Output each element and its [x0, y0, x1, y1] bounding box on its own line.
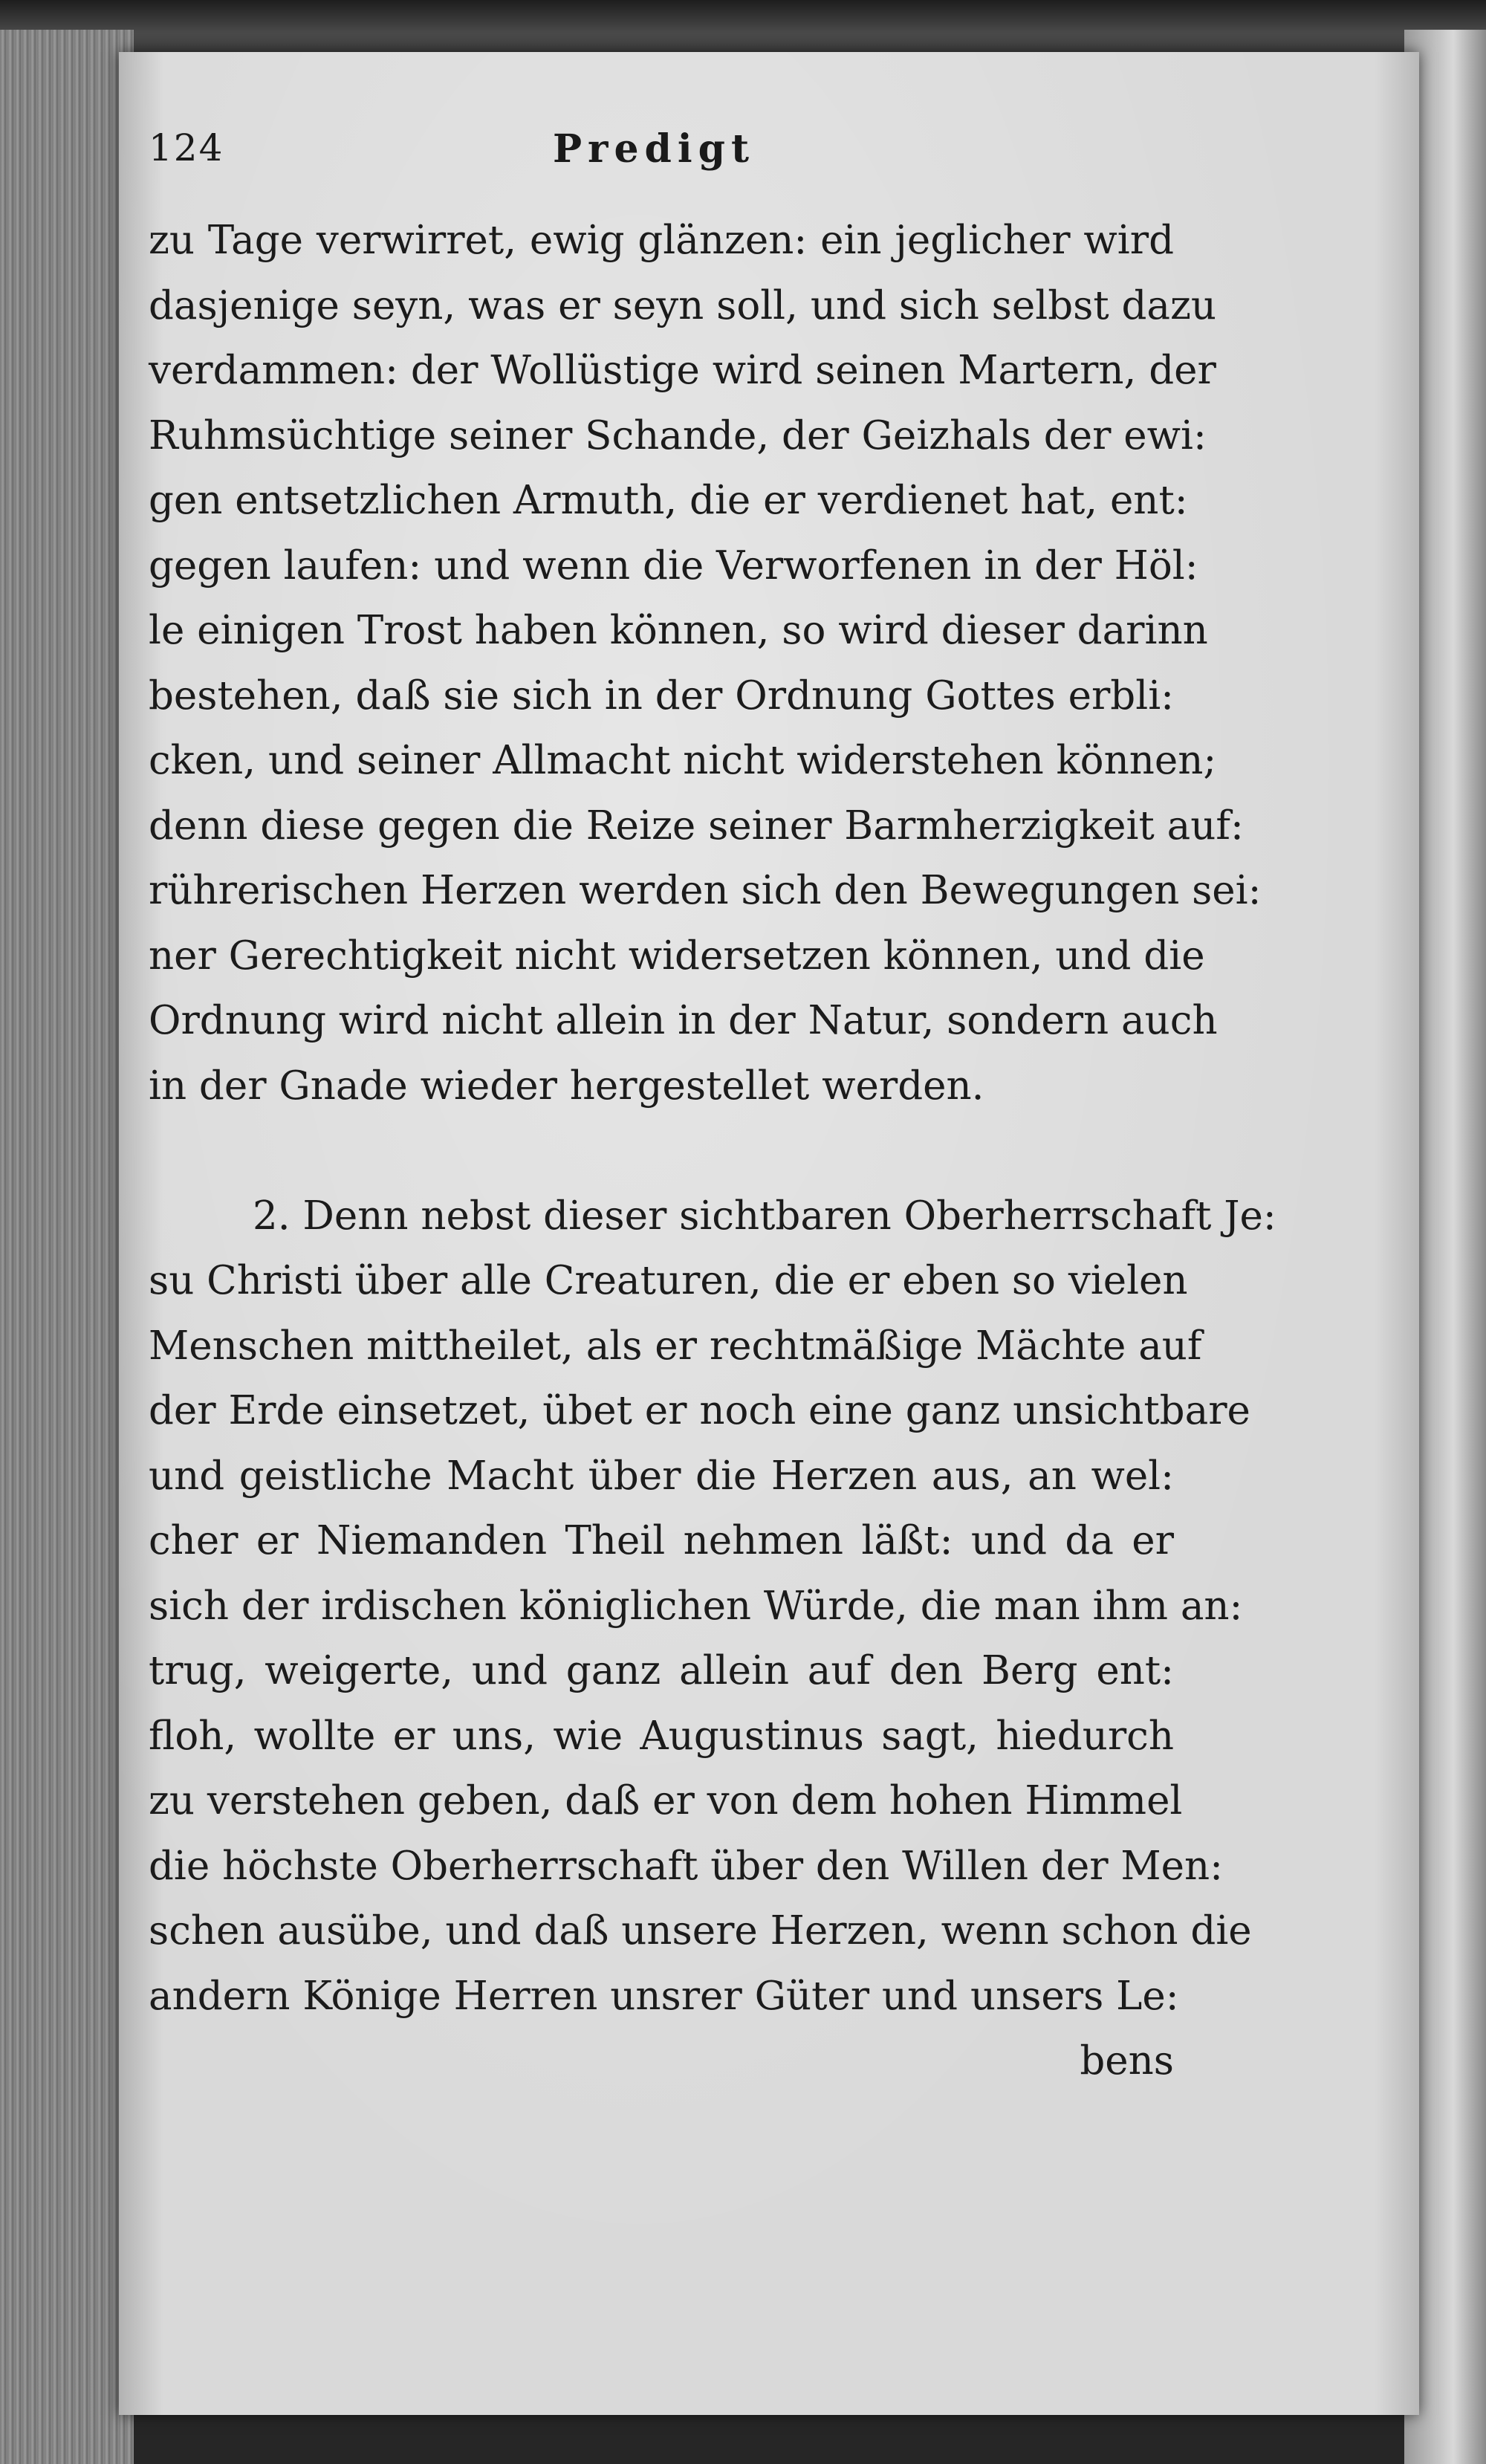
text-line: bestehen, daß sie sich in der Ordnung Gottes erbli: — [149, 672, 1174, 719]
paragraph-gap — [149, 1118, 1174, 1184]
text-line: Ruhmsüchtige seiner Schande, der Geizhals der ewi: — [149, 412, 1207, 458]
text-line: gen entsetzlichen Armuth, die er verdienet hat, ent: — [149, 478, 1188, 523]
text-line: rührerischen Herzen werden sich den Bewegungen sei: — [149, 868, 1262, 913]
body-text — [149, 208, 1276, 2094]
text-line: trug, weigerte, und ganz allein auf den Berg ent: — [149, 1648, 1174, 1693]
text-line: floh, wollte er uns, wie Augustinus sagt, hiedurch — [149, 1713, 1174, 1759]
page-header — [149, 126, 1159, 186]
text-line: schen ausübe, und daß unsere Herzen, wenn schon die — [149, 1908, 1252, 1954]
page-number: 124 — [149, 126, 224, 169]
text-line: le einigen Trost haben können, so wird dieser darinn — [149, 608, 1208, 653]
text-line: in der Gnade wieder hergestellet werden. — [149, 1063, 984, 1109]
text-line: und geistliche Macht über die Herzen aus, an wel: — [149, 1453, 1174, 1499]
text-line: cher er Niemanden Theil nehmen läßt: und da er — [149, 1518, 1174, 1563]
text-line: zu verstehen geben, daß er von dem hohen Himmel — [149, 1778, 1183, 1823]
text-line: andern Könige Herren unsrer Güter und unsers Le: — [149, 1973, 1179, 2019]
text-line: zu Tage verwirret, ewig glänzen: ein jeglicher wird — [149, 218, 1174, 263]
paragraph-2 — [149, 1184, 1276, 2029]
text-line: gegen laufen: und wenn die Verworfenen in der Höl: — [149, 542, 1198, 589]
catchword-row — [149, 2029, 1174, 2094]
paragraph-1 — [149, 208, 1262, 1118]
text-line: su Christi über alle Creaturen, die er eben so vielen — [149, 1258, 1188, 1303]
text-line: 2. Denn nebst dieser sichtbaren Oberherrschaft Je: — [253, 1193, 1276, 1239]
text-line: Ordnung wird nicht allein in der Natur, sondern auch — [149, 998, 1218, 1043]
text-line: Menschen mittheilet, als er rechtmäßige Mächte auf — [149, 1323, 1202, 1369]
text-line: dasjenige seyn, was er seyn soll, und sich selbst dazu — [149, 282, 1217, 328]
text-line: der Erde einsetzet, übet er noch eine ganz unsichtbare — [149, 1388, 1250, 1433]
running-head: Predigt — [552, 126, 756, 172]
text-line: denn diese gegen die Reize seiner Barmherzigkeit auf: — [149, 803, 1244, 849]
text-line: ner Gerechtigkeit nicht widersetzen können, und die — [149, 933, 1205, 979]
text-line: die höchste Oberherrschaft über den Willen der Men: — [149, 1843, 1224, 1889]
text-line: sich der irdischen königlichen Würde, die man ihm an: — [149, 1583, 1243, 1629]
text-line: cken, und seiner Allmacht nicht widerstehen können; — [149, 738, 1217, 783]
catchword: bens — [1080, 2038, 1174, 2084]
text-line: verdammen: der Wollüstige wird seinen Martern, der — [149, 348, 1216, 393]
page-edges-left — [0, 30, 134, 2464]
